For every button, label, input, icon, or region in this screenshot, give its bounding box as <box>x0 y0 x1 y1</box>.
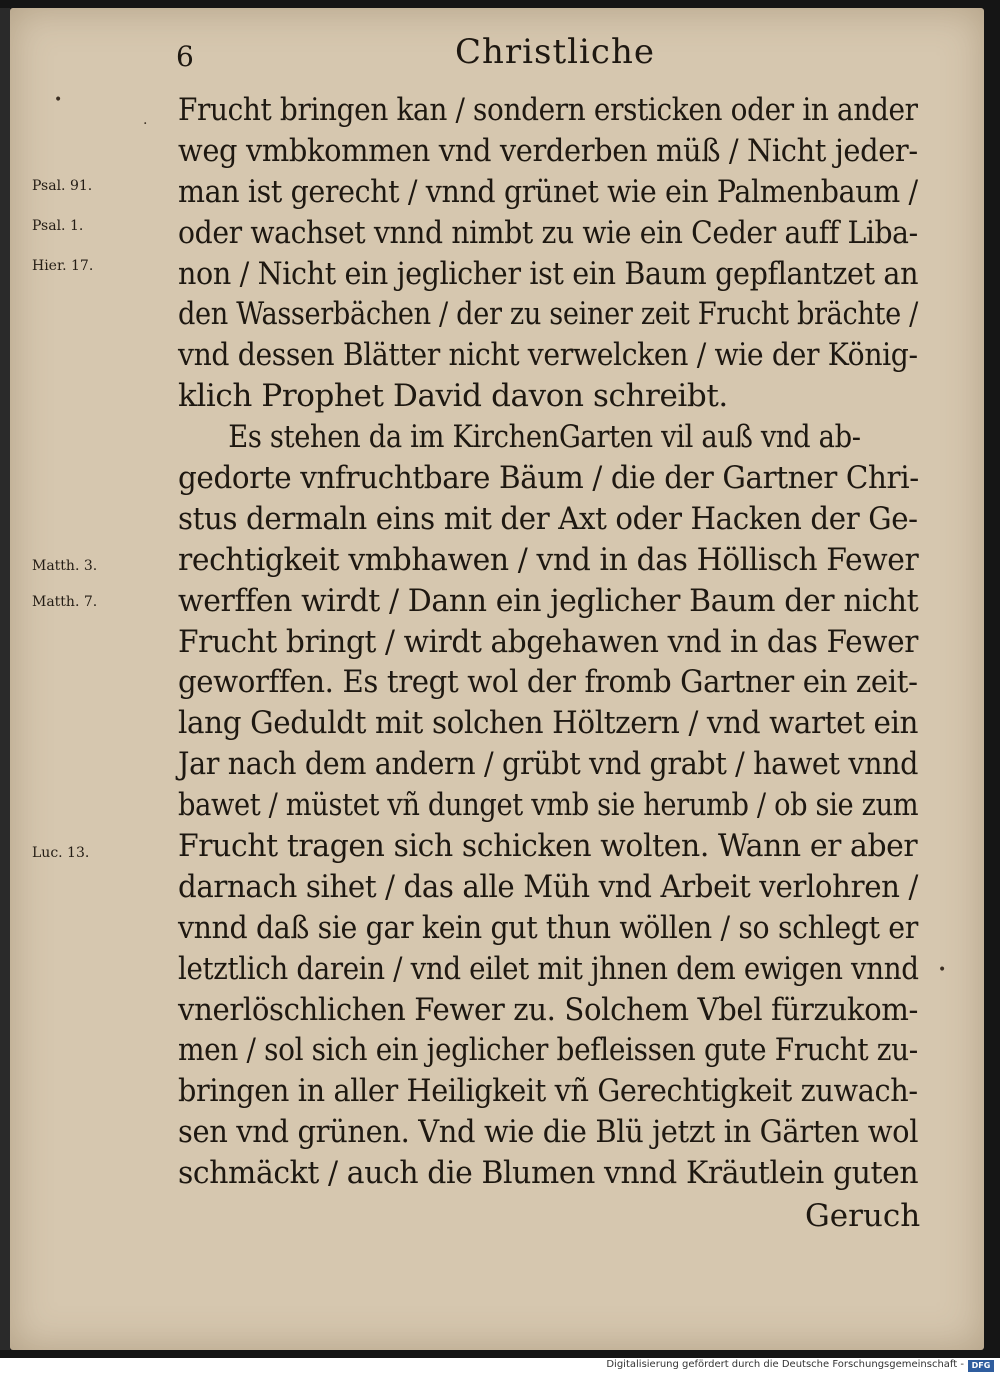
text-line: bringen in aller Heiligkeit vñ Gerechtigkeit zuwach- <box>178 1073 918 1110</box>
text-line: vnnd daß sie gar kein gut thun wöllen / so schlegt er <box>178 909 918 946</box>
text-line: weg vmbkommen vnd verderben müß / Nicht jeder- <box>178 132 918 169</box>
text-line: vnd dessen Blätter nicht verwelcken / wie der König- <box>178 337 918 374</box>
text-line: letztlich darein / vnd eilet mit jhnen dem ewigen vnnd <box>178 950 919 987</box>
page-number: 6 <box>176 40 194 73</box>
body-text <box>178 90 918 1194</box>
margin-note-psal-91: Psal. 91. <box>32 178 93 194</box>
text-line: lang Geduldt mit solchen Höltzern / vnd wartet ein <box>178 705 919 742</box>
text-line: werffen wirdt / Dann ein jeglicher Baum der nicht <box>178 582 919 619</box>
margin-note-matth-3: Matth. 3. <box>32 558 98 574</box>
text-line: non / Nicht ein jeglicher ist ein Baum gepflantzet an <box>178 255 919 292</box>
running-head <box>0 28 1000 78</box>
margin-note-psal-1: Psal. 1. <box>32 218 84 234</box>
text-line: darnach sihet / das alle Müh vnd Arbeit verlohren / <box>178 868 918 905</box>
paragraph-start-line: Es stehen da im KirchenGarten vil auß vnd ab- <box>228 419 861 456</box>
funding-credit: Digitalisierung gefördert durch die Deutsche Forschungsgemeinschaft - <box>606 1359 964 1370</box>
text-line: men / sol sich ein jeglicher befleissen gute Frucht zu- <box>178 1032 918 1069</box>
margin-note-matth-7: Matth. 7. <box>32 594 98 610</box>
footer-bar <box>0 1358 1000 1375</box>
running-head-title: Christliche <box>455 32 655 72</box>
text-line: bawet / müstet vñ dunget vmb sie herumb / ob sie zum <box>178 787 919 824</box>
text-line: schmäckt / auch die Blumen vnnd Kräutlein guten <box>178 1155 919 1192</box>
text-line: klich Prophet David davon schreibt. <box>178 378 728 415</box>
text-line: gedorte vnfruchtbare Bäum / die der Gartner Chri- <box>178 460 919 497</box>
text-line: Jar nach dem andern / grübt vnd grabt / hawet vnnd <box>178 746 919 783</box>
dfg-logo: DFG <box>968 1360 994 1372</box>
text-line: Frucht tragen sich schicken wolten. Wann er aber <box>178 828 918 865</box>
margin-dot: • <box>54 92 63 108</box>
margin-note-hier-17: Hier. 17. <box>32 258 94 274</box>
text-line: Frucht bringt / wirdt abgehawen vnd in das Fewer <box>178 623 919 660</box>
text-line: man ist gerecht / vnnd grünet wie ein Palmenbaum / <box>178 173 918 210</box>
margin-dot: . <box>143 112 148 128</box>
margin-note-luc-13: Luc. 13. <box>32 845 90 861</box>
text-line: stus dermaln eins mit der Axt oder Hacken der Ge- <box>178 500 918 537</box>
catchword: Geruch <box>805 1198 921 1234</box>
text-line: sen vnd grünen. Vnd wie die Blü jetzt in Gärten wol <box>178 1114 919 1151</box>
text-line: den Wasserbächen / der zu seiner zeit Frucht brächte / <box>178 296 918 333</box>
text-line: vnerlöschlichen Fewer zu. Solchem Vbel fürzukom- <box>178 991 919 1028</box>
text-line: geworffen. Es tregt wol der fromb Gartner ein zeit- <box>178 664 918 701</box>
text-line: rechtigkeit vmbhawen / vnd in das Höllisch Fewer <box>178 541 919 578</box>
text-line: Frucht bringen kan / sondern ersticken oder in ander <box>178 92 918 128</box>
text-line: oder wachset vnnd nimbt zu wie ein Ceder auff Liba- <box>178 214 918 251</box>
margin-dot: • <box>938 962 947 978</box>
